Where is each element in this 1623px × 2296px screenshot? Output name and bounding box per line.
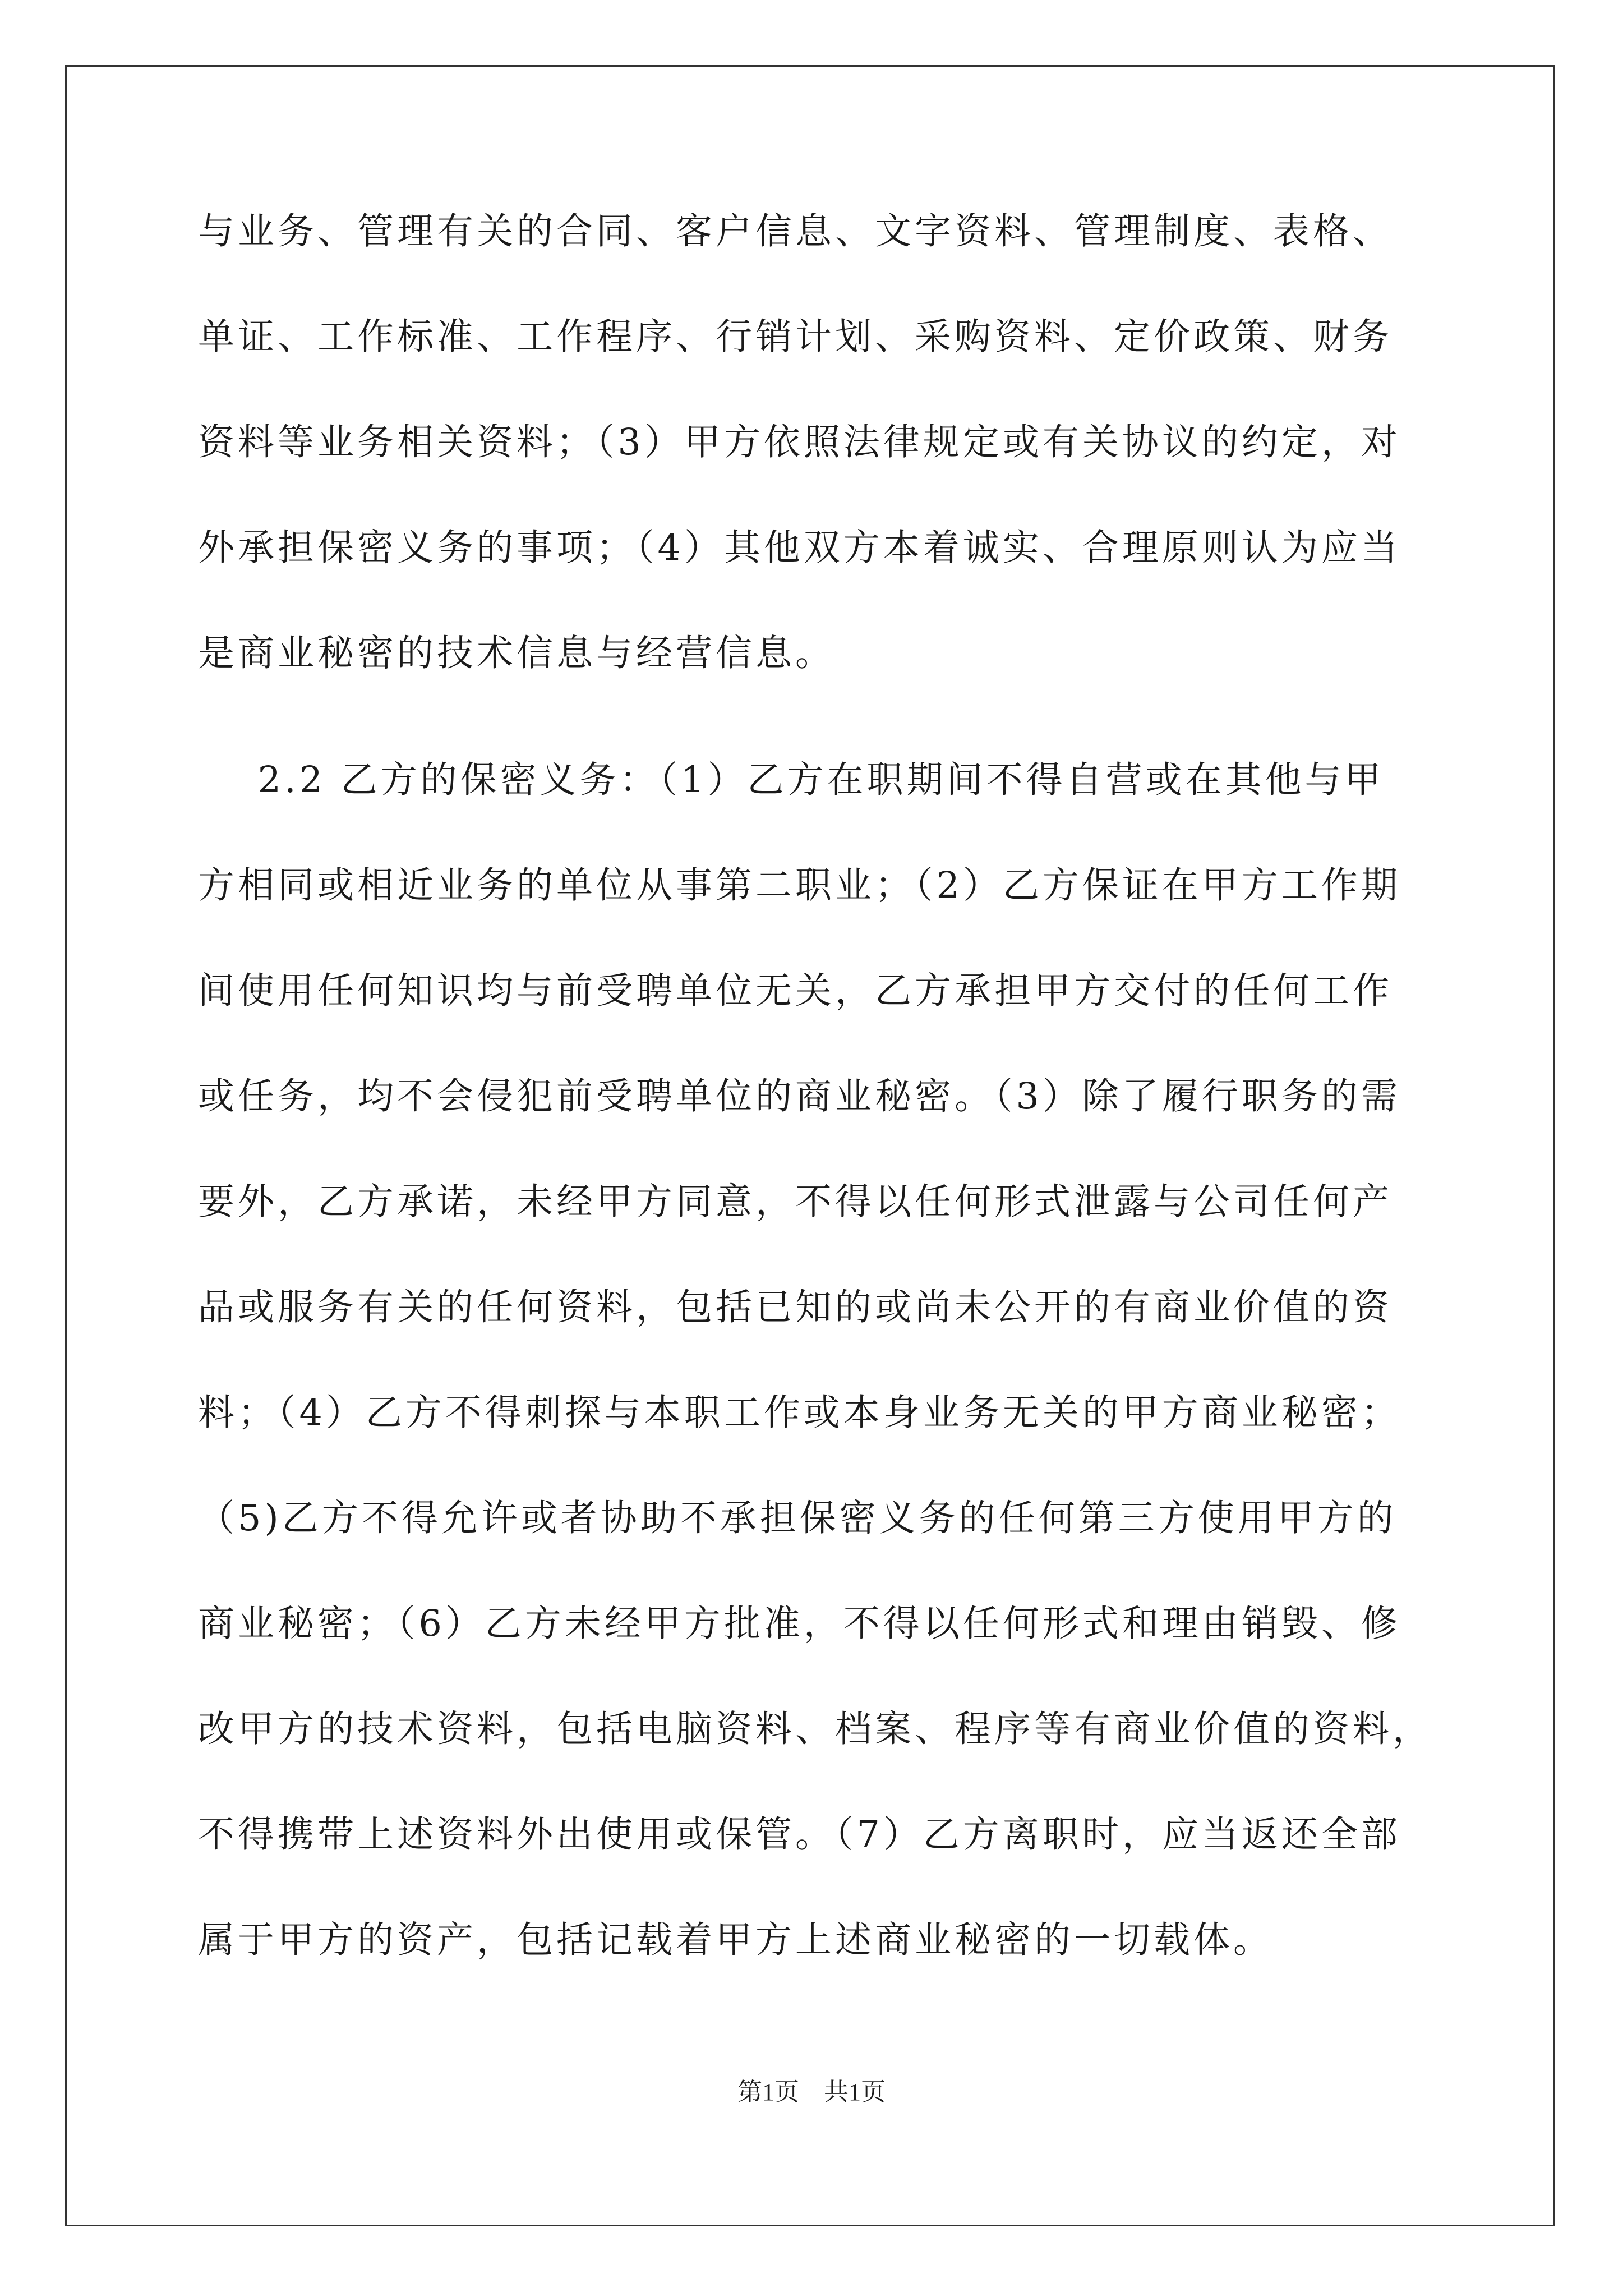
text-line: 属于甲方的资产，包括记载着甲方上述商业秘密的一切载体。	[198, 1919, 1274, 1961]
text-line: 与业务、管理有关的合同、客户信息、文字资料、管理制度、表格、	[198, 210, 1393, 252]
text-line: （5)乙方不得允许或者协助不承担保密义务的任何第三方使用甲方的	[198, 1497, 1397, 1539]
text-line: 商业秘密；（6）乙方未经甲方批准，不得以任何形式和理由销毁、修	[198, 1603, 1401, 1645]
text-line: 外承担保密义务的事项；（4）其他双方本着诚实、合理原则认为应当	[198, 527, 1401, 569]
text-line: 品或服务有关的任何资料，包括已知的或尚未公开的有商业价值的资	[198, 1286, 1393, 1328]
document-body	[198, 210, 1454, 2027]
text-line: 要外，乙方承诺，未经甲方同意，不得以任何形式泄露与公司任何产	[198, 1181, 1393, 1223]
text-line: 方相同或相近业务的单位从事第二职业；（2）乙方保证在甲方工作期	[198, 864, 1401, 907]
text-line: 或任务，均不会侵犯前受聘单位的商业秘密。（3）除了履行职务的需	[198, 1075, 1401, 1117]
text-line: 不得携带上述资料外出使用或保管。（7）乙方离职时，应当返还全部	[198, 1814, 1401, 1856]
page-footer: 第1页 共1页	[737, 2078, 886, 2106]
text-line: 资料等业务相关资料；（3）甲方依照法律规定或有关协议的约定，对	[198, 421, 1401, 463]
text-line: 改甲方的技术资料，包括电脑资料、档案、程序等有商业价值的资料，	[198, 1708, 1433, 1750]
text-line: 是商业秘密的技术信息与经营信息。	[198, 632, 836, 674]
text-line: 2.2 乙方的保密义务：（1）乙方在职期间不得自营或在其他与甲	[198, 759, 1385, 801]
text-line: 料；（4）乙方不得刺探与本职工作或本身业务无关的甲方商业秘密；	[198, 1392, 1401, 1434]
text-line: 间使用任何知识均与前受聘单位无关，乙方承担甲方交付的任何工作	[198, 970, 1393, 1012]
text-line: 单证、工作标准、工作程序、行销计划、采购资料、定价政策、财务	[198, 316, 1393, 358]
